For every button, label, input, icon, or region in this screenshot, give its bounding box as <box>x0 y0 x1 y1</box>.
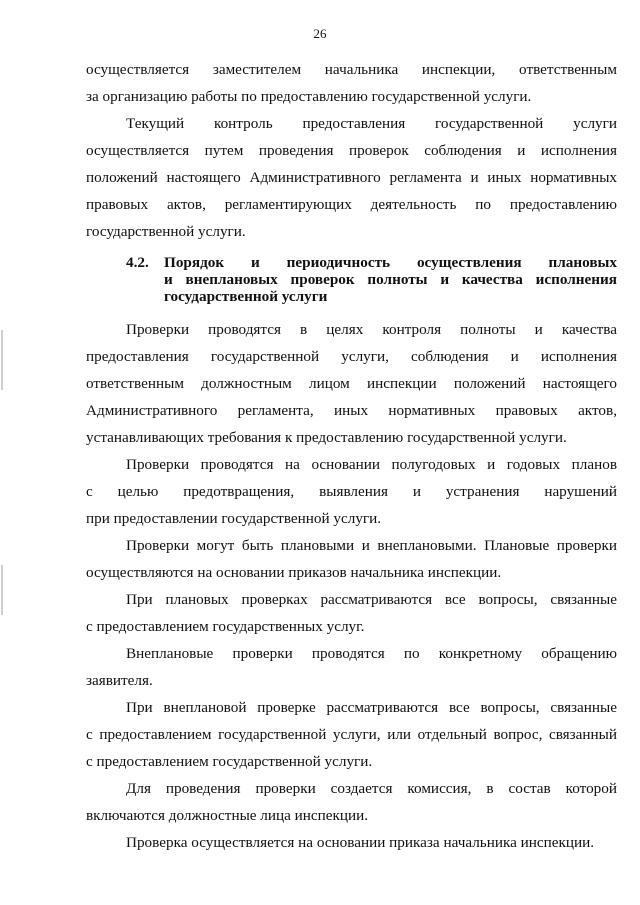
paragraph-line: Текущий контроль предоставления государственной услуги <box>126 115 617 132</box>
scan-margin-mark <box>1 565 3 615</box>
paragraph-line: заявителя. <box>86 672 153 689</box>
paragraph-line: с предоставлением государственных услуг. <box>86 618 365 635</box>
paragraph-line: Внеплановые проверки проводятся по конкретному обращению <box>126 645 617 662</box>
paragraph-line: При внеплановой проверке рассматриваются все вопросы, связанные <box>126 699 617 716</box>
section-heading-line: государственной услуги <box>164 288 328 305</box>
page-number: 26 <box>313 26 327 41</box>
paragraph-line: предоставления государственной услуги, соблюдения и исполнения <box>86 348 617 365</box>
paragraph-line: Для проведения проверки создается комиссия, в состав которой <box>126 780 617 797</box>
paragraph-line: Проверки могут быть плановыми и внеплановыми. Плановые проверки <box>126 537 617 554</box>
paragraph-line: осуществляется путем проведения проверок соблюдения и исполнения <box>86 142 617 159</box>
paragraph-line: с предоставлением государственной услуги. <box>86 753 373 770</box>
paragraph-line: устанавливающих требования к предоставлению государственной услуги. <box>86 429 567 446</box>
paragraph-line: с предоставлением государственной услуги, или отдельный вопрос, связанный <box>86 726 617 743</box>
paragraph-line: положений настоящего Административного регламента и иных нормативных <box>86 169 617 186</box>
paragraph-line: Проверки проводятся на основании полугодовых и годовых планов <box>126 456 617 473</box>
paragraph-line: с целью предотвращения, выявления и устранения нарушений <box>86 483 617 500</box>
paragraph-line: При плановых проверках рассматриваются все вопросы, связанные <box>126 591 617 608</box>
paragraph-line: осуществляется заместителем начальника инспекции, ответственным <box>86 61 617 78</box>
paragraph-line: Административного регламента, иных нормативных правовых актов, <box>86 402 617 419</box>
paragraph-line: ответственным должностным лицом инспекции положений настоящего <box>86 375 617 392</box>
paragraph-line: за организацию работы по предоставлению государственной услуги. <box>86 88 532 105</box>
section-heading-line: Порядок и периодичность осуществления плановых <box>164 254 617 271</box>
paragraph-line: Проверка осуществляется на основании приказа начальника инспекции. <box>126 834 595 851</box>
paragraph-line: Проверки проводятся в целях контроля полноты и качества <box>126 321 617 338</box>
section-number: 4.2. <box>126 254 149 271</box>
section-heading-line: и внеплановых проверок полноты и качества исполнения <box>164 271 617 288</box>
scan-margin-mark <box>1 330 3 390</box>
paragraph-line: включаются должностные лица инспекции. <box>86 807 369 824</box>
paragraph-line: при предоставлении государственной услуги. <box>86 510 382 527</box>
paragraph-line: правовых актов, регламентирующих деятельность по предоставлению <box>86 196 617 213</box>
paragraph-line: государственной услуги. <box>86 223 246 240</box>
paragraph-line: осуществляются на основании приказов начальника инспекции. <box>86 564 502 581</box>
